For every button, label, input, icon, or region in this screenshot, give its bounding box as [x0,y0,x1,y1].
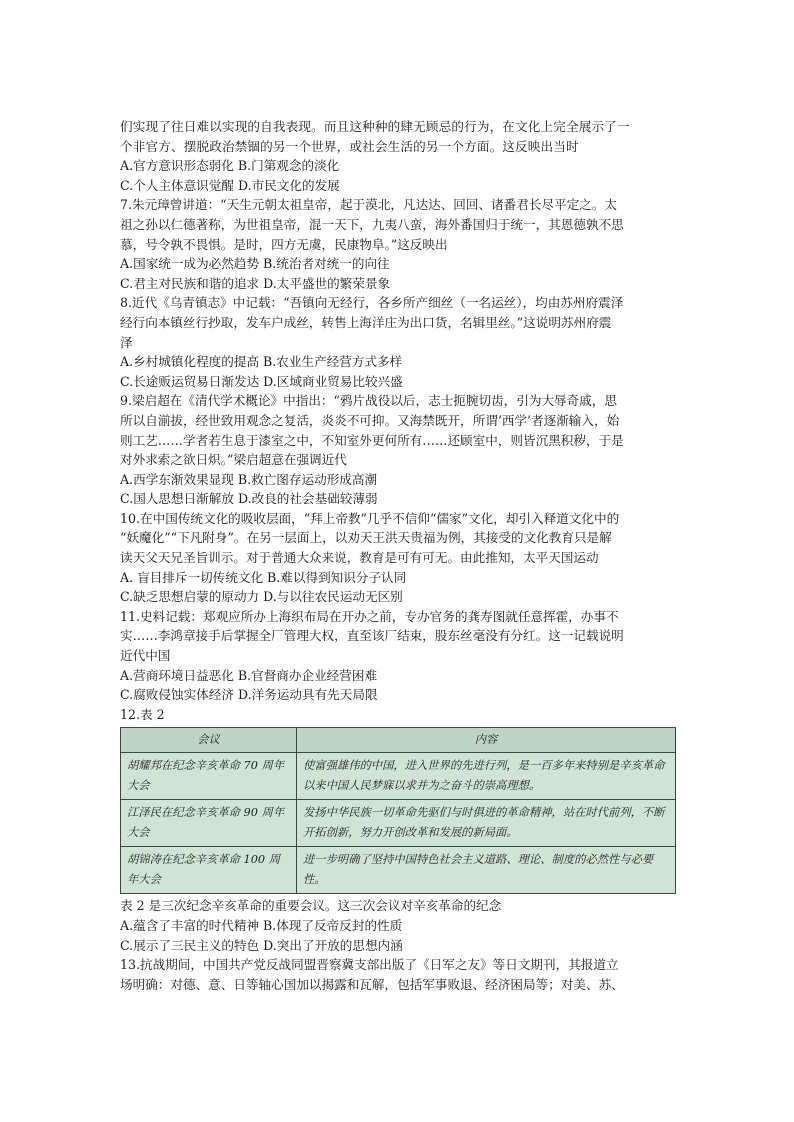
option-line: A.官方意识形态弱化 B.门第观念的淡化 [120,158,340,174]
text-line: 个非官方、摆脱政治禁锢的另一个世界，或社会生活的另一个方面。这反映出当时 [120,138,579,154]
question-line: 经行向本镇丝行抄取，发车户成丝，转售上海洋庄为出口货，名辑里丝。”这说明苏州府震 [120,314,612,330]
column-header-meeting: 会议 [121,728,297,753]
option-line: C.缺乏思想启蒙的原动力 D.与以往农民运动无区别 [120,589,403,605]
option-line: A. 盲目排斥一切传统文化 B.难以得到知识分子认同 [120,569,407,585]
option-line: A.营商环境日益恶化 B.官督商办企业经营困难 [120,667,378,683]
intro-paragraph [120,117,676,156]
text-line: 们实现了往日难以实现的自我表现。而且这种种的肆无顾忌的行为，在文化上完全展示了一 [120,119,630,134]
option-line: C.个人主体意识觉醒 D.市民文化的发展 [120,177,340,193]
question-line: 读天父天兄圣旨训示。对于普通大众来说，教育是可有可无。由此推知，太平天国运动 [120,550,599,566]
option-line: C.国人思想日渐解放 D.改良的社会基础较薄弱 [120,491,378,507]
question-12 [120,705,676,955]
question-line: 则工艺……学者若生息于漆室之中，不知室外更何所有……还顾室中，则皆沉黑积秽，于是 [120,432,624,448]
question-line: 对外求索之欲日炽。”梁启超意在强调近代 [120,452,347,468]
option-line: A.乡村城镇化程度的提高 B.农业生产经营方式多样 [120,354,403,370]
table-row [121,847,676,894]
option-line: A.蕴含了丰富的时代精神 B.体现了反帝反封的性质 [120,918,403,933]
table-cell-content: 发扬中华民族一切革命先驱们与时俱进的革命精神，站在时代前列，不断开拓创新，努力开创改革和发展的新局面。 [297,800,676,847]
question-line: 表 2 是三次纪念辛亥革命的重要会议。这三次会议对辛亥革命的纪念 [120,898,502,914]
q6-options [120,156,676,195]
question-line: 泽 [120,334,133,350]
question-line: 13.抗战期间，中国共产党反战同盟晋察冀支部出版了《日军之友》等日文期刊，其报道立 [120,957,619,973]
option-line: A.西学东渐效果显现 B.救亡图存运动形成高潮 [120,471,378,487]
question-line: 所以自湔拔，经世致用观念之复活，炎炎不可抑。又海禁既开，所谓‘西学’者逐渐输入，始 [120,412,620,428]
table-cell-content: 使富强雄伟的中国，进入世界的先进行列，是一百多年来特别是辛亥革命以来中国人民梦寐以求并为之奋斗的崇高理想。 [297,753,676,800]
option-line: C.展示了三民主义的特色 D.突出了开放的思想内涵 [120,937,403,953]
question-line: 11.史料记载：郑观应所办上海织布局在开办之前，专办官务的龚寿图就任意挥霍，办事不 [120,608,619,624]
exam-page [120,117,676,994]
table-row [121,800,676,847]
question-line: 8.近代《乌青镇志》中记载：“吾镇向无经行，各乡所产细丝（一名运丝），均由苏州府震泽 [120,295,624,311]
question-7 [120,195,676,293]
table-cell-meeting: 胡锦涛在纪念辛亥革命 100 周年大会 [121,847,297,894]
question-11 [120,607,676,705]
column-header-content: 内容 [297,728,676,753]
question-13 [120,955,676,994]
question-label: 12.表 2 [120,706,165,722]
question-line: “妖魔化”“下凡附身”。在另一层面上，以劝天王洪天贵福为例，其接受的文化教育只是解 [120,530,612,546]
question-line: 近代中国 [120,648,171,664]
table-cell-meeting: 江泽民在纪念辛亥革命 90 周年大会 [121,800,297,847]
table-cell-meeting: 胡耀邦在纪念辛亥革命 70 周年大会 [121,753,297,800]
table-row [121,753,676,800]
question-8 [120,293,676,391]
question-line: 场明确：对德、意、日等轴心国加以揭露和瓦解，包括军事败退、经济困局等；对美、苏、 [120,976,624,992]
option-line: C.长途贩运贸易日渐发达 D.区域商业贸易比较兴盛 [120,373,403,389]
table-cell-content: 进一步明确了坚持中国特色社会主义道路、理论、制度的必然性与必要性。 [297,847,676,894]
table-header-row [121,728,676,753]
option-line: A.国家统一成为必然趋势 B.统治者对统一的向往 [120,256,390,272]
question-line: 实……李鸿章接手后掌握全厂管理大权，直至该厂结束，股东丝毫没有分红。这一记载说明 [120,628,624,644]
question-line: 慕，号令孰不畏惧。是时，四方无虞，民康物阜。”这反映出 [120,236,448,252]
option-line: C.君主对民族和谐的追求 D.太平盛世的繁荣景象 [120,275,391,291]
question-line: 10.在中国传统文化的吸收层面，“拜上帝教”几乎不信仰“儒家”文化，却引入释道文化中的 [120,510,620,526]
meeting-table [120,727,676,894]
question-line: 7.朱元璋曾讲道：“天生元朝太祖皇帝，起于漠北，凡达达、回回、诸番君长尽平定之。太 [120,197,618,213]
option-line: C.腐败侵蚀实体经济 D.洋务运动具有先天局限 [120,687,378,703]
question-10 [120,509,676,607]
question-line: 9.梁启超在《清代学术概论》中指出：“鸦片战役以后，志士扼腕切齿，引为大辱奇戚，思 [120,393,618,409]
question-9 [120,391,676,509]
question-line: 祖之孙以仁德著称，为世祖皇帝，混一天下，九夷八蛮，海外番国归于统一，其恩德孰不思 [120,216,624,232]
